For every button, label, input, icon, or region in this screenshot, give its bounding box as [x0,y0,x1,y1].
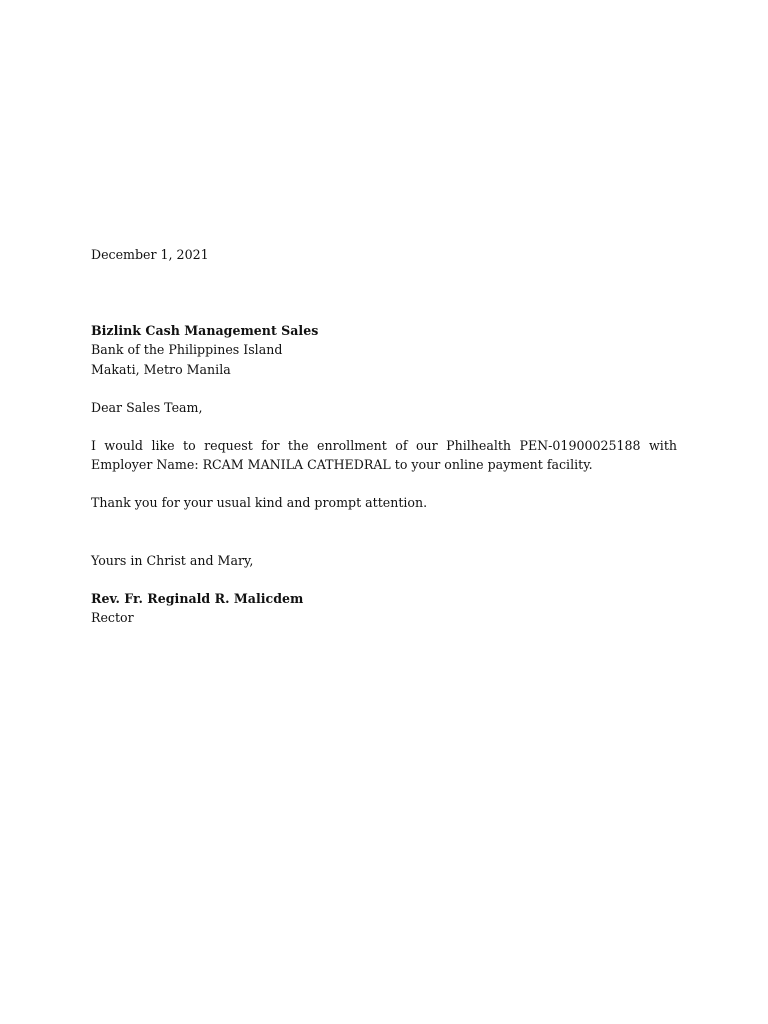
signatory-name: Rev. Fr. Reginald R. Malicdem [91,590,304,606]
spacer [91,379,677,398]
closing: Yours in Christ and Mary, [91,552,254,568]
body-paragraph-request: I would like to request for the enrollment of our Philhealth PEN-01900025188 with Employer Name: RCAM MANILA CATHEDRAL to your online payment facility. [91,438,677,473]
letter-date: December 1, 2021 [91,247,209,262]
spacer [91,570,677,589]
recipient-organization: Bank of the Philippines Island [91,342,283,358]
body-paragraph-thanks: Thank you for your usual kind and prompt attention. [91,495,428,511]
signature-block [91,589,677,627]
salutation: Dear Sales Team, [91,399,203,415]
spacer [91,264,677,321]
recipient-address: Makati, Metro Manila [91,361,231,377]
spacer [91,417,677,436]
recipient-block [91,321,677,379]
spacer [91,513,677,551]
spacer [91,474,677,493]
recipient-name: Bizlink Cash Management Sales [91,323,319,339]
signatory-title: Rector [91,610,134,626]
letter-body [91,245,677,627]
